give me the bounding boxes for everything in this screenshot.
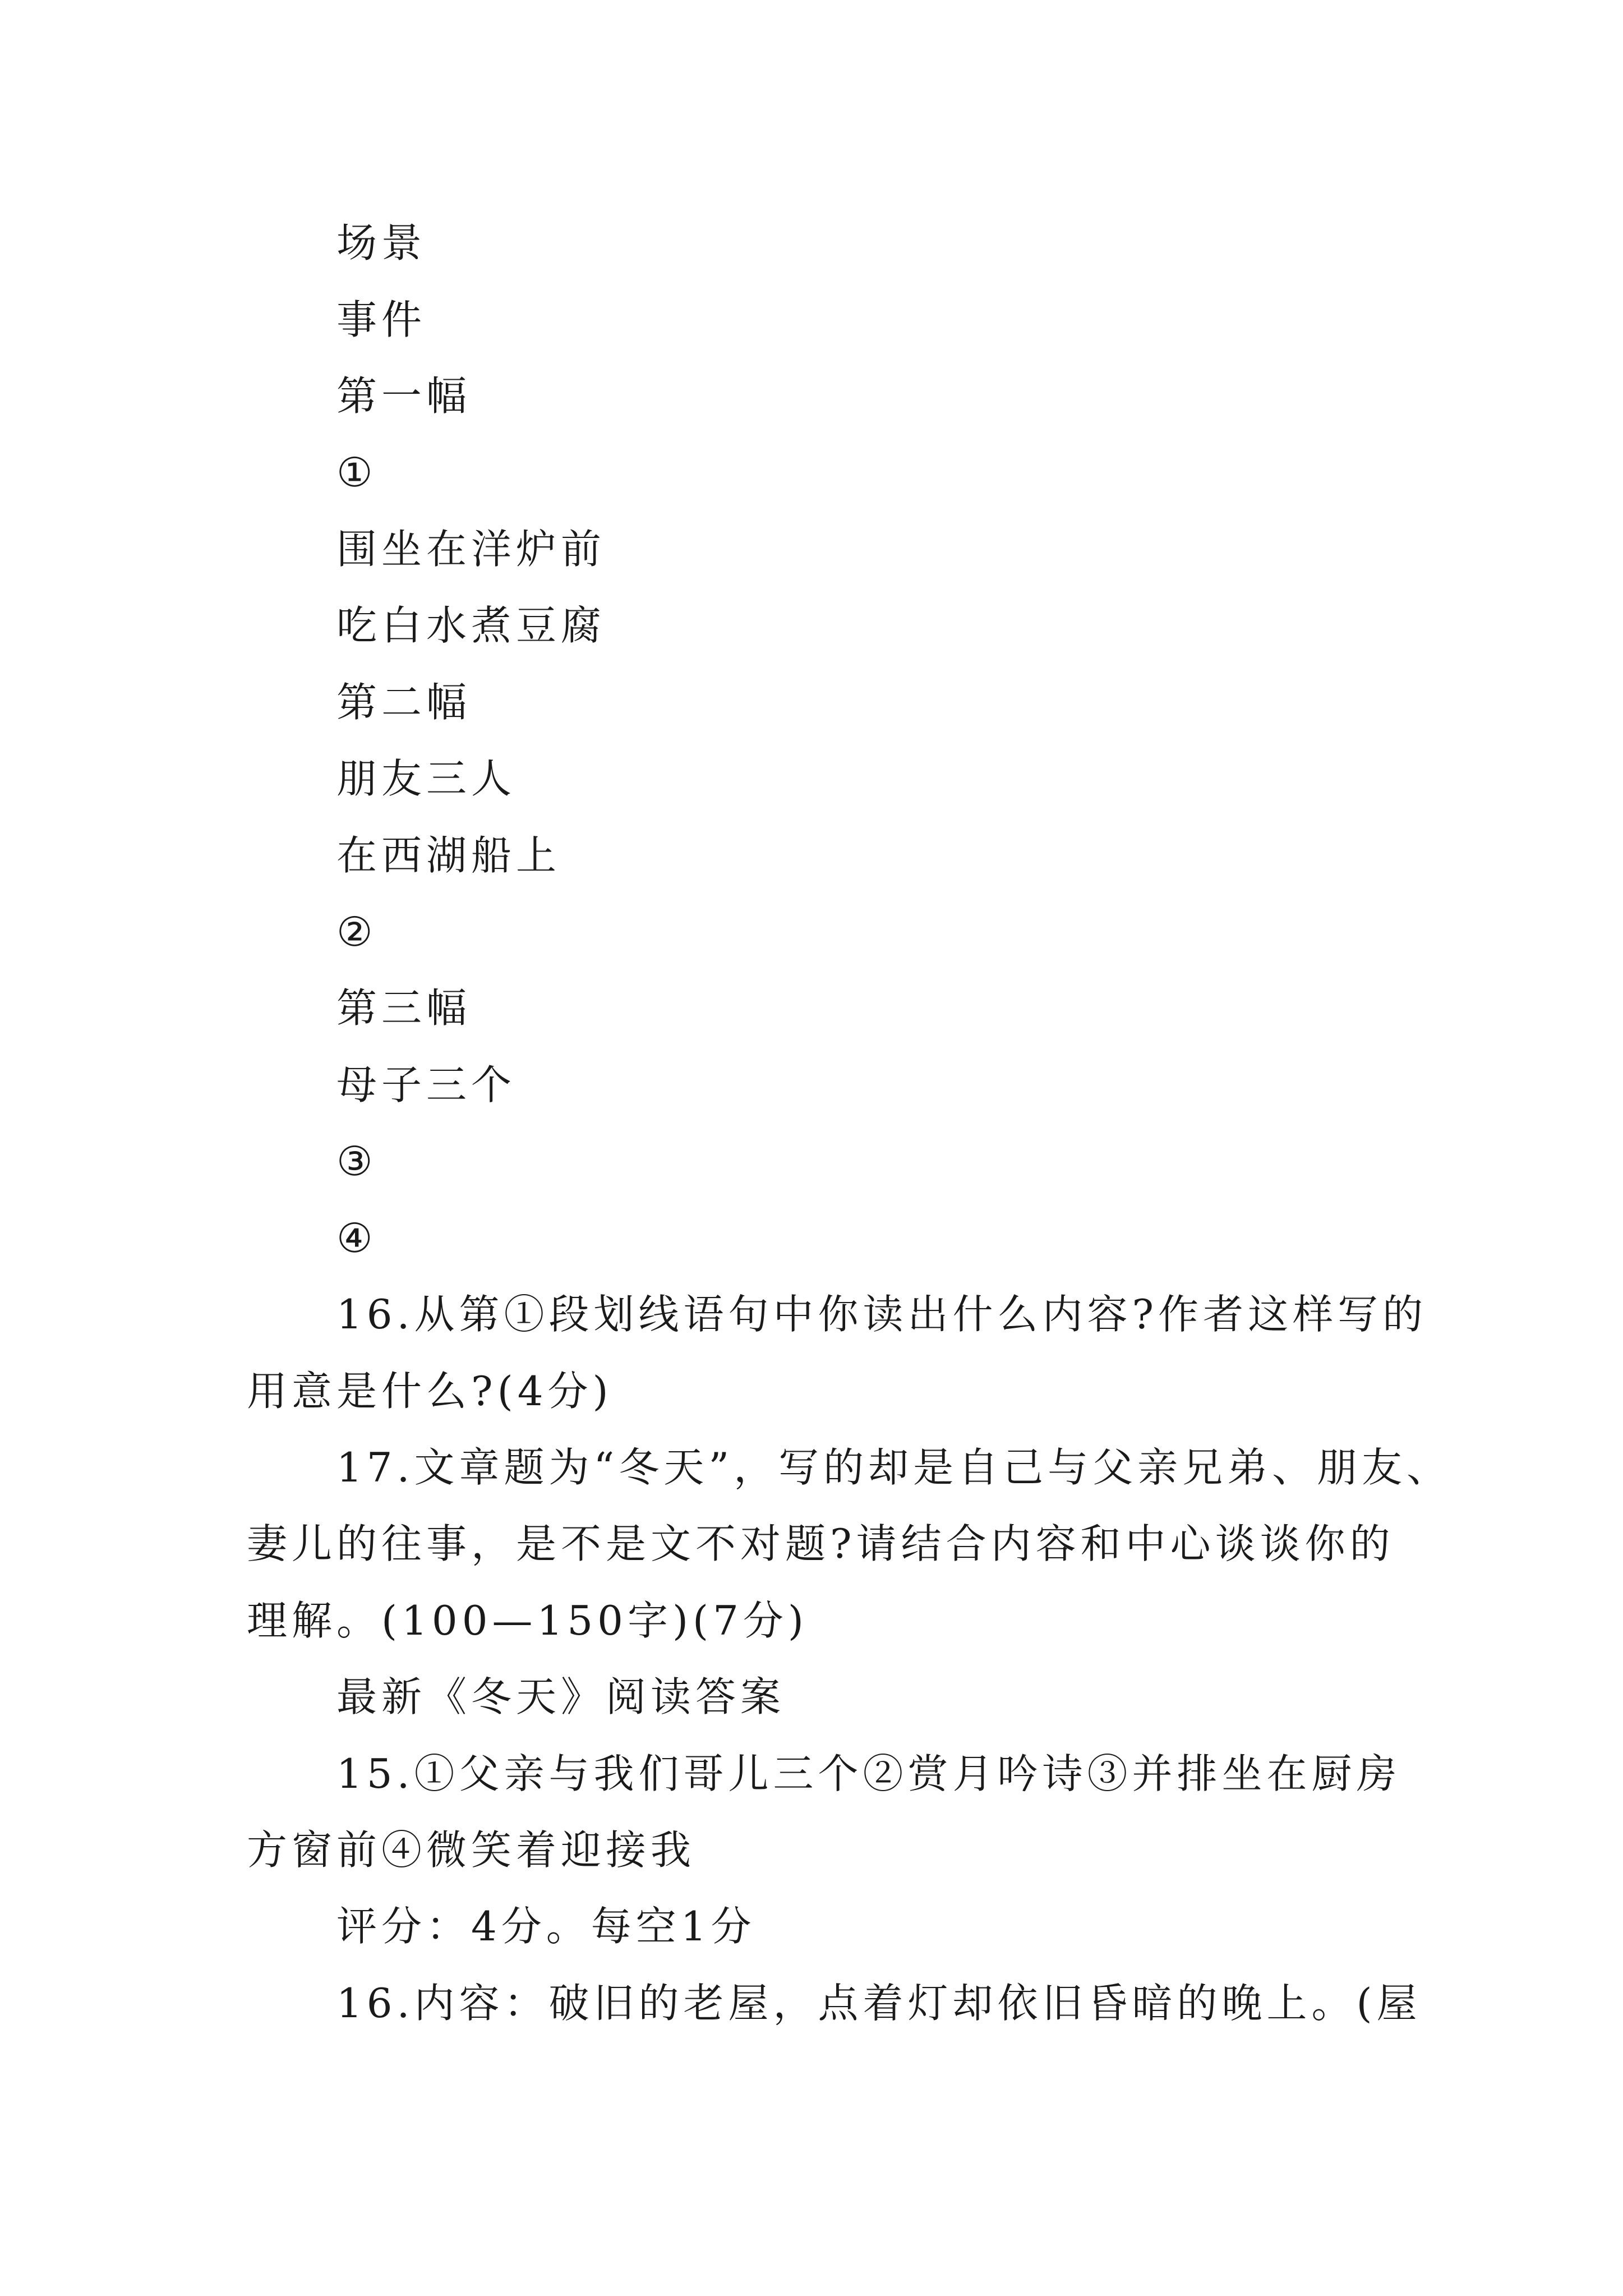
- table-cell-scene-1: 围坐在洋炉前: [336, 526, 606, 573]
- answer-15-scoring: 评分：4分。每空1分: [336, 1903, 756, 1950]
- answer-16: 16.内容：破旧的老屋，点着灯却依旧昏暗的晚上。(屋: [336, 1980, 1422, 2027]
- table-cell-people-2: 朋友三人: [336, 755, 517, 802]
- answers-heading: 最新《冬天》阅读答案: [336, 1673, 786, 1720]
- blank-3: ③: [336, 1138, 377, 1185]
- table-cell-picture-1: 第一幅: [336, 372, 472, 420]
- blank-1: ①: [336, 449, 377, 496]
- table-cell-picture-2: 第二幅: [336, 679, 472, 726]
- table-cell-scene-2: 在西湖船上: [336, 832, 561, 879]
- table-cell-scene-header: 场景: [336, 219, 427, 266]
- question-16: 16.从第①段划线语句中你读出什么内容?作者这样写的: [336, 1291, 1428, 1338]
- table-cell-people-3: 母子三个: [336, 1061, 517, 1108]
- blank-2: ②: [336, 908, 377, 955]
- question-17-cont-1: 妻儿的往事，是不是文不对题?请结合内容和中心谈谈你的: [247, 1520, 1395, 1567]
- question-16-cont: 用意是什么?(4分): [247, 1368, 613, 1415]
- question-17-cont-2: 理解。(100—150字)(7分): [247, 1597, 809, 1644]
- answer-15-cont: 方窗前④微笑着迎接我: [247, 1826, 696, 1874]
- blank-4: ④: [336, 1214, 377, 1262]
- answer-15: 15.①父亲与我们哥儿三个②赏月吟诗③并排坐在厨房: [336, 1750, 1401, 1797]
- table-cell-picture-3: 第三幅: [336, 984, 472, 1032]
- question-17: 17.文章题为“冬天”，写的却是自己与父亲兄弟、朋友、: [336, 1444, 1452, 1491]
- table-cell-event-header: 事件: [336, 296, 427, 343]
- table-cell-event-1: 吃白水煮豆腐: [336, 602, 606, 649]
